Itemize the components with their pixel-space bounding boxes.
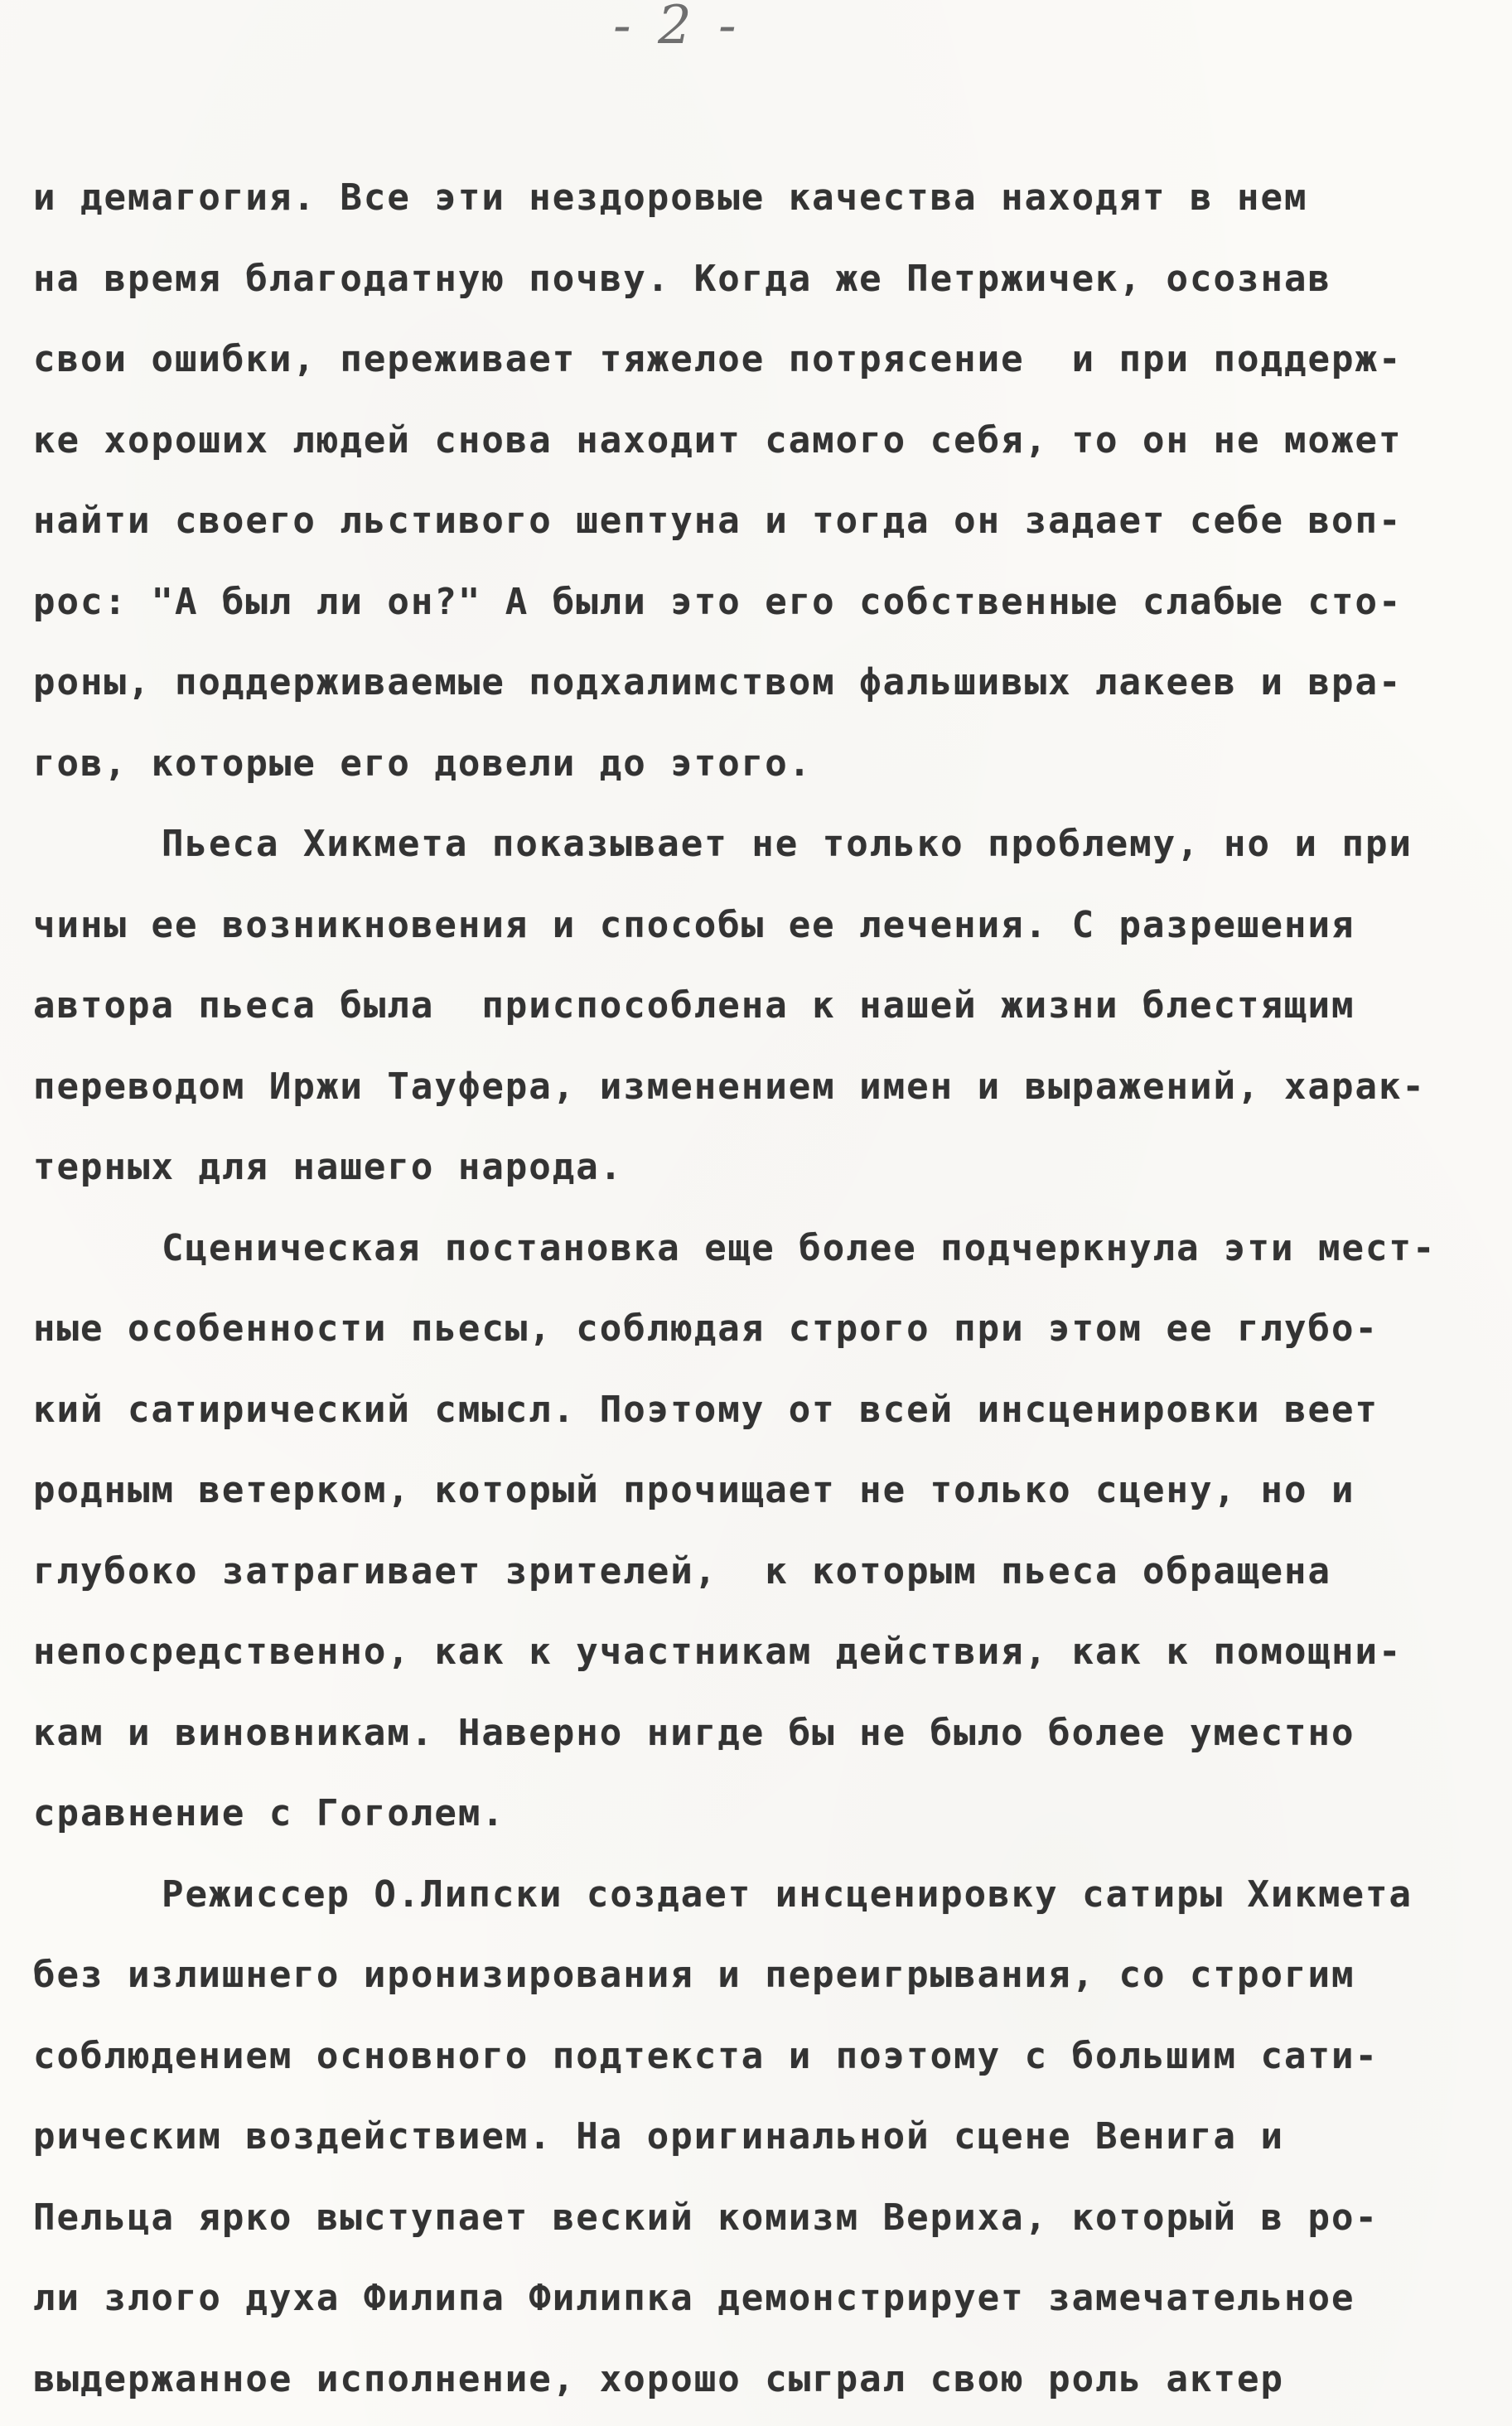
body-text	[33, 157, 1491, 2419]
text-line: Сценическая постановка еще более подчеркнула эти мест-	[162, 1226, 1437, 1269]
text-line: свои ошибки, переживает тяжелое потрясение и при поддерж-	[33, 338, 1403, 380]
text-line: найти своего льстивого шептуна и тогда он задает себе воп-	[33, 500, 1403, 542]
text-line: автора пьеса была приспособлена к нашей жизни блестящим	[33, 984, 1355, 1027]
text-line: чины ее возникновения и способы ее лечения. С разрешения	[33, 903, 1355, 946]
text-line: терных для нашего народа.	[33, 1146, 624, 1188]
text-line: ке хороших людей снова находит самого себя, то он не может	[33, 418, 1403, 462]
text-line: переводом Иржи Тауфера, изменением имен и выражений, харак-	[33, 1065, 1426, 1108]
text-line: ные особенности пьесы, соблюдая строго при этом ее глубо-	[33, 1307, 1379, 1350]
text-line: рос: "А был ли он?" А были это его собственные слабые сто-	[33, 580, 1403, 623]
text-line: ли злого духа Филипа Филипка демонстрирует замечательное	[33, 2277, 1355, 2319]
text-line: кам и виновникам. Наверно нигде бы не было более уместно	[33, 1711, 1355, 1754]
text-line: Пельца ярко выступает веский комизм Вериха, который в ро-	[33, 2196, 1379, 2239]
page-number: - 2 -	[613, 0, 742, 56]
text-line: кий сатирический смысл. Поэтому от всей инсценировки веет	[33, 1388, 1379, 1431]
text-line: Пьеса Хикмета показывает не только проблему, но и при	[162, 823, 1413, 865]
text-line: и демагогия. Все эти нездоровые качества находят в нем	[33, 176, 1308, 219]
text-line: глубоко затрагивает зрителей, к которым пьеса обращена	[33, 1549, 1331, 1592]
text-line: рическим воздействием. На оригинальной сцене Венига и	[33, 2115, 1284, 2158]
text-line: роны, поддерживаемые подхалимством фальшивых лакеев и вра-	[33, 661, 1403, 703]
text-line: родным ветерком, который прочищает не только сцену, но и	[33, 1469, 1355, 1511]
text-line: на время благодатную почву. Когда же Петржичек, осознав	[33, 257, 1331, 300]
text-line: непосредственно, как к участникам действия, как к помощни-	[33, 1631, 1403, 1673]
text-line: гов, которые его довели до этого.	[33, 742, 813, 785]
text-line: соблюдением основного подтекста и поэтому с большим сати-	[33, 2034, 1379, 2077]
text-line: без излишнего иронизирования и переигрывания, со строгим	[33, 1954, 1355, 1996]
text-line: Режиссер О.Липски создает инсценировку сатиры Хикмета	[162, 1873, 1413, 1916]
text-line: выдержанное исполнение, хорошо сыграл свою роль актер	[33, 2357, 1284, 2400]
text-line: сравнение с Гоголем.	[33, 1792, 505, 1834]
